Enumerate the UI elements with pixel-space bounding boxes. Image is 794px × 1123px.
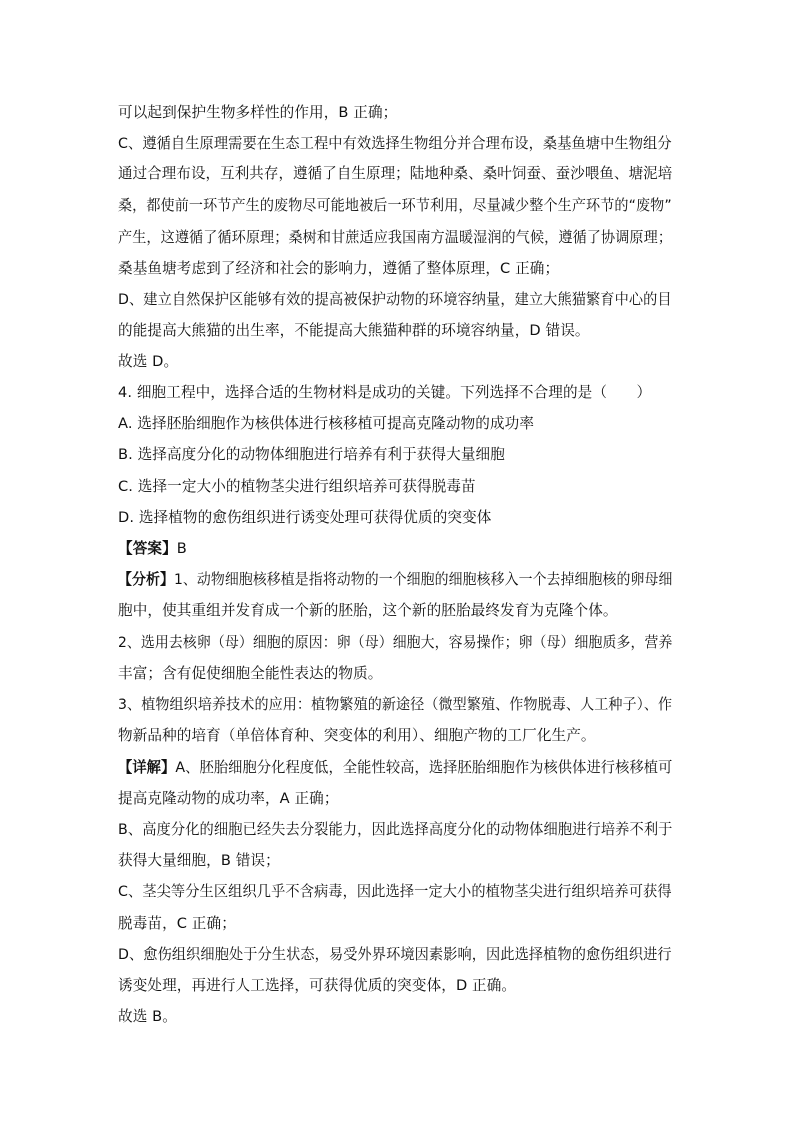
text-line: 2、选用去核卵（母）细胞的原因：卵（母）细胞大，容易操作；卵（母）细胞质多，营养 — [118, 634, 673, 651]
analysis-tag: 【分析】 — [118, 571, 174, 588]
answer-value: B — [176, 540, 187, 557]
answer-line — [118, 539, 187, 559]
text-line: D、建立自然保护区能够有效的提高被保护动物的环境容纳量，建立大熊猫繁育中心的目 — [118, 291, 672, 308]
text-line: 故选 B。 — [118, 1008, 177, 1025]
answer-tag: 【答案】 — [118, 540, 177, 557]
option-c: C. 选择一定大小的植物茎尖进行组织培养可获得脱毒苗 — [118, 478, 476, 495]
option-b: B. 选择高度分化的动物体细胞进行培养有利于获得大量细胞 — [118, 446, 505, 463]
text-line: 的能提高大熊猫的出生率，不能提高大熊猫种群的环境容纳量，D 错误。 — [118, 322, 590, 339]
option-d: D. 选择植物的愈伤组织进行诱变处理可获得优质的突变体 — [118, 509, 492, 526]
text-line: 通过合理布设，互利共存，遵循了自生原理；陆地种桑、桑叶饲蚕、蚕沙喂鱼、塘泥培 — [118, 165, 673, 182]
detail-text: A、胚胎细胞分化程度低，全能性较高，选择胚胎细胞作为核供体进行核移植可 — [175, 759, 673, 776]
text-line: 诱变处理，再进行人工选择，可获得优质的突变体，D 正确。 — [118, 977, 517, 994]
text-line: 3、植物组织培养技术的应用：植物繁殖的新途径（微型繁殖、作物脱毒、人工种子）、作 — [118, 696, 673, 713]
question-stem: 4. 细胞工程中，选择合适的生物材料是成功的关键。下列选择不合理的是（ ） — [118, 384, 652, 401]
text-line: D、愈伤组织细胞处于分生状态，易受外界环境因素影响，因此选择植物的愈伤组织进行 — [118, 946, 672, 963]
text-line: 提高克隆动物的成功率，A 正确； — [118, 790, 339, 807]
detail-tag: 【详解】 — [118, 759, 176, 776]
detail-line — [118, 758, 672, 778]
text-line: 丰富；含有促使细胞全能性表达的物质。 — [118, 665, 383, 682]
analysis-line — [118, 570, 672, 590]
text-line: 桑基鱼塘考虑到了经济和社会的影响力，遵循了整体原理，C 正确； — [118, 260, 560, 277]
text-line: 脱毒苗，C 正确； — [118, 915, 236, 932]
text-line: C、茎尖等分生区组织几乎不含病毒，因此选择一定大小的植物茎尖进行组织培养可获得 — [118, 883, 672, 900]
option-a: A. 选择胚胎细胞作为核供体进行核移植可提高克隆动物的成功率 — [118, 415, 535, 432]
text-line: 产生，这遵循了循环原理；桑树和甘蔗适应我国南方温暖湿润的气候，遵循了协调原理； — [118, 229, 673, 246]
text-line: 可以起到保护生物多样性的作用，B 正确； — [118, 104, 398, 121]
text-line: C、遵循自生原理需要在生态工程中有效选择生物组分并合理布设，桑基鱼塘中生物组分 — [118, 135, 672, 152]
text-line: 桑，都使前一环节产生的废物尽可能地被后一环节利用，尽量减少整个生产环节的“废物” — [118, 197, 672, 214]
text-line: 物新品种的培育（单倍体育种、突变体的利用）、细胞产物的工厂化生产。 — [118, 727, 596, 744]
text-line: B、高度分化的细胞已经失去分裂能力，因此选择高度分化的动物体细胞进行培养不利于 — [118, 821, 673, 838]
text-line: 故选 D。 — [118, 353, 179, 370]
text-line: 胞中，使其重组并发育成一个新的胚胎，这个新的胚胎最终发育为克隆个体。 — [118, 602, 618, 619]
analysis-text: 1、动物细胞核移植是指将动物的一个细胞的细胞核移入一个去掉细胞核的卵母细 — [173, 571, 673, 588]
text-line: 获得大量细胞，B 错误； — [118, 852, 280, 869]
